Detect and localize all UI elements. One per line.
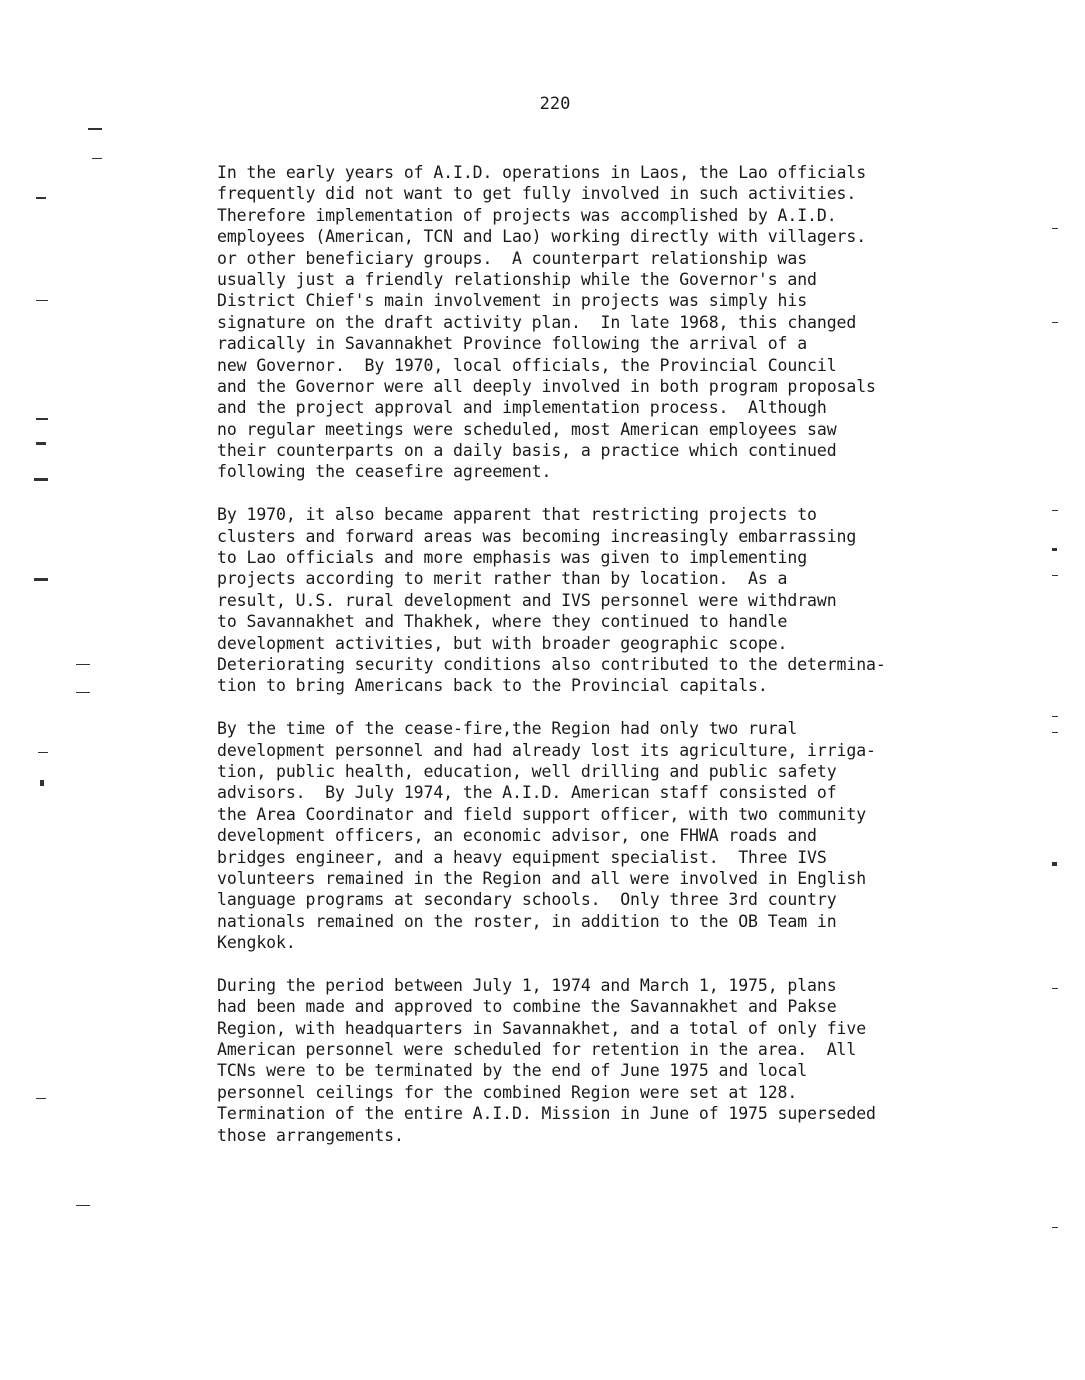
text-line: or other beneficiary groups. A counterpart relationship was — [217, 248, 808, 268]
scan-mark — [40, 780, 44, 786]
text-line: Deteriorating security conditions also contributed to the determina- — [217, 654, 886, 674]
text-line: those arrangements. — [217, 1125, 404, 1145]
text-line: new Governor. By 1970, local officials, the Provincial Council — [217, 355, 837, 375]
text-line: frequently did not want to get fully involved in such activities. — [217, 184, 857, 204]
paragraph — [217, 718, 957, 953]
text-line: result, U.S. rural development and IVS personnel were withdrawn — [217, 590, 837, 610]
text-line: Therefore implementation of projects was accomplished by A.I.D. — [217, 205, 837, 225]
scan-mark — [88, 128, 102, 130]
scan-mark — [38, 752, 48, 753]
text-line: By the time of the cease-fire,the Region had only two rural — [217, 719, 798, 739]
scan-mark — [92, 158, 102, 159]
text-line: bridges engineer, and a heavy equipment specialist. Three IVS — [217, 847, 827, 867]
text-line: American personnel were scheduled for retention in the area. All — [217, 1040, 857, 1060]
scan-mark — [76, 692, 90, 693]
text-line: Region, with headquarters in Savannakhet, and a total of only five — [217, 1018, 867, 1038]
scan-mark — [36, 1098, 46, 1099]
scan-mark — [36, 197, 46, 199]
text-line: and the Governor were all deeply involved in both program proposals — [217, 376, 876, 396]
text-line: to Lao officials and more emphasis was given to implementing — [217, 548, 808, 568]
scan-mark — [1052, 1227, 1058, 1228]
text-line: usually just a friendly relationship while the Governor's and — [217, 269, 817, 289]
text-line: TCNs were to be terminated by the end of June 1975 and local — [217, 1061, 808, 1081]
text-line: projects according to merit rather than by location. As a — [217, 569, 788, 589]
text-line: the Area Coordinator and field support officer, with two community — [217, 804, 867, 824]
text-line: tion to bring Americans back to the Provincial capitals. — [217, 676, 768, 696]
text-line: Termination of the entire A.I.D. Mission in June of 1975 superseded — [217, 1104, 876, 1124]
paragraph — [217, 504, 957, 697]
text-line: In the early years of A.I.D. operations in Laos, the Lao officials — [217, 163, 867, 182]
text-line: advisors. By July 1974, the A.I.D. American staff consisted of — [217, 783, 837, 803]
text-line: no regular meetings were scheduled, most American employees saw — [217, 419, 837, 439]
text-line: clusters and forward areas was becoming increasingly embarrassing — [217, 526, 857, 546]
page-number: 220 — [539, 94, 571, 114]
text-line: District Chief's main involvement in projects was simply his — [217, 291, 808, 311]
scan-mark — [36, 418, 48, 420]
scan-mark — [1052, 988, 1058, 989]
text-line: development activities, but with broader geographic scope. — [217, 633, 788, 653]
text-line: Kengkok. — [217, 933, 296, 953]
text-line: nationals remained on the roster, in addition to the OB Team in — [217, 911, 837, 931]
text-line: volunteers remained in the Region and all were involved in English — [217, 868, 867, 888]
text-line: development personnel and had already lost its agriculture, irriga- — [217, 740, 876, 760]
body-text — [217, 162, 957, 1167]
scan-mark — [1052, 510, 1058, 511]
text-line: following the ceasefire agreement. — [217, 462, 552, 482]
scan-mark — [1052, 322, 1058, 323]
text-line: During the period between July 1, 1974 and March 1, 1975, plans — [217, 975, 837, 995]
scan-mark — [1052, 716, 1058, 717]
text-line: tion, public health, education, well drilling and public safety — [217, 761, 837, 781]
scan-mark — [1052, 575, 1058, 576]
scan-mark — [36, 442, 46, 445]
text-line: employees (American, TCN and Lao) working directly with villagers. — [217, 227, 867, 247]
text-line: personnel ceilings for the combined Region were set at 128. — [217, 1082, 798, 1102]
text-line: development officers, an economic advisor, one FHWA roads and — [217, 826, 817, 846]
text-line: their counterparts on a daily basis, a practice which continued — [217, 441, 837, 461]
text-line: to Savannakhet and Thakhek, where they continued to handle — [217, 612, 788, 632]
text-line: and the project approval and implementation process. Although — [217, 398, 827, 418]
text-line: radically in Savannakhet Province following the arrival of a — [217, 334, 808, 354]
scan-mark — [76, 664, 90, 665]
paragraph — [217, 975, 957, 1146]
scan-mark — [34, 578, 48, 581]
scan-mark — [1052, 548, 1057, 551]
paragraph — [217, 162, 957, 483]
scan-mark — [34, 478, 48, 481]
text-line: signature on the draft activity plan. In late 1968, this changed — [217, 312, 857, 332]
scan-mark — [36, 300, 48, 301]
scan-mark — [76, 1205, 90, 1206]
scan-mark — [1052, 732, 1058, 733]
scan-mark — [1052, 862, 1057, 866]
text-line: had been made and approved to combine the Savannakhet and Pakse — [217, 997, 837, 1017]
text-line: language programs at secondary schools. Only three 3rd country — [217, 890, 837, 910]
text-line: By 1970, it also became apparent that restricting projects to — [217, 505, 817, 525]
scan-mark — [1052, 228, 1058, 229]
